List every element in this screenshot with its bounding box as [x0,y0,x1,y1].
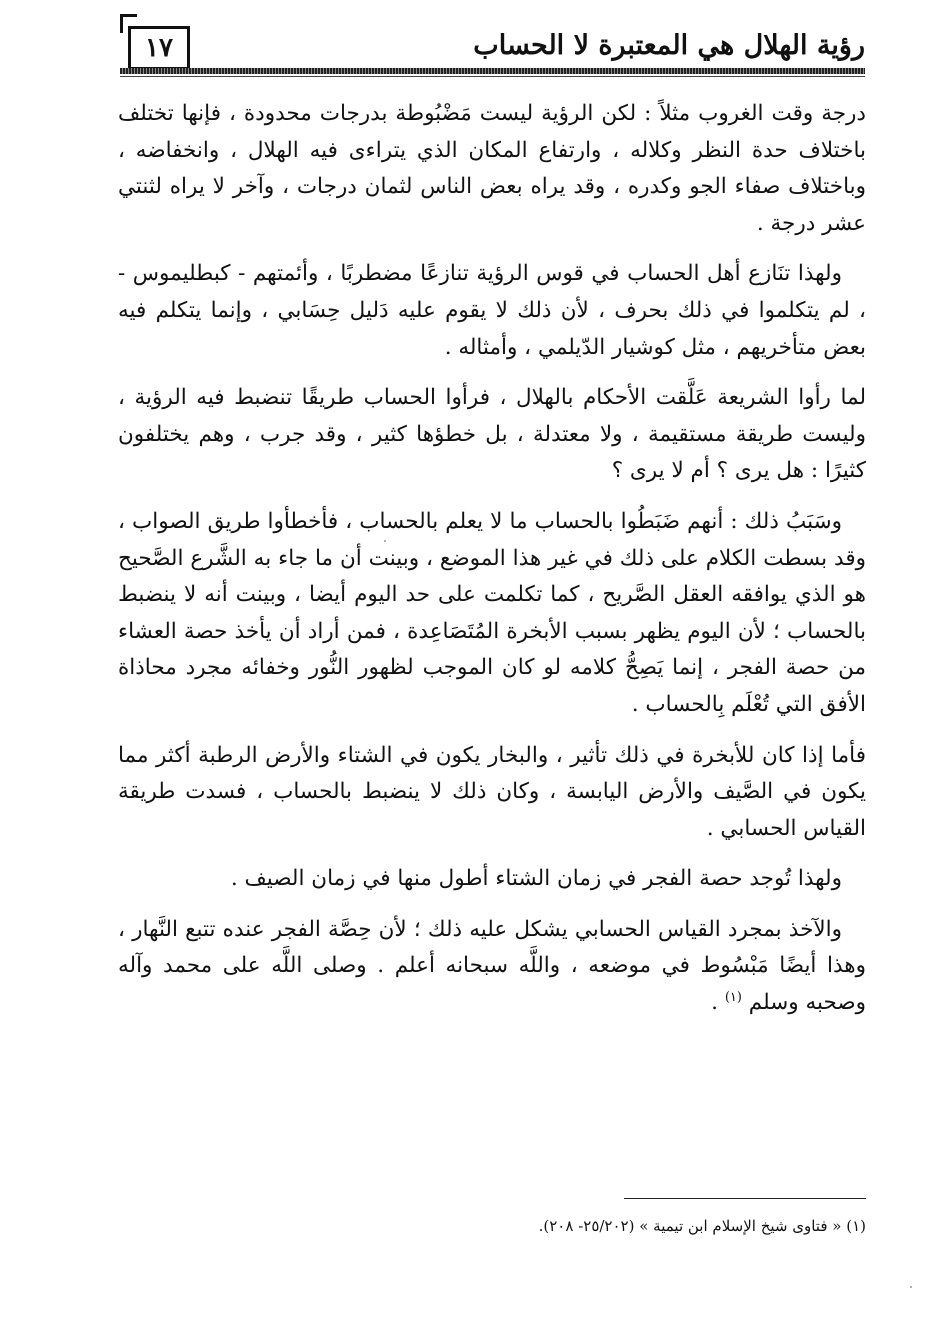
footnote-reference[interactable]: (١) [724,989,742,1005]
paragraph: فأما إذا كان للأبخرة في ذلك تأثير ، والبخار يكون في الشتاء والأرض الرطبة أكثر مما يكون في الصَّيف والأرض اليابسة ، وكان ذلك لا ينضبط بالحساب ، فسدت طريقة القياس الحسابي . [118,742,866,841]
paragraph-last: والآخذ بمجرد القياس الحسابي يشكل عليه ذلك ؛ لأن حِصَّة الفجر عنده تتبع النَّهار ، وهذا أيضًا مَبْسُوط في موضعه ، واللَّه سبحانه أعلم . وصلى اللَّه على محمد وآله وصحبه وسلم $^{(١)}$ . [118,916,866,1016]
header-rule [120,68,865,74]
paragraph: درجة وقت الغروب مثلاً : لكن الرؤية ليست مَضْبُوطة بدرجات محدودة ، فإنها تختلف باختلاف حدة النظر وكلاله ، وارتفاع المكان الذي يتراءى فيه الهلال ، وانخفاضه ، وباختلاف صفاء الجو وكدره ، وقد يراه بعض الناس لثمان درجات ، وآخر لا يراه لثنتي عشر درجة . [118,101,866,236]
header-rule-thin [120,76,865,77]
page-header [120,14,865,74]
paragraph: ولهذا تُوجد حصة الفجر في زمان الشتاء أطول منها في زمان الصيف . [230,866,842,892]
body-text [118,96,866,1036]
paragraph: لما رأوا الشريعة عَلَّقت الأحكام بالهلال ، فرأوا الحساب طريقًا تنضبط فيه الرؤية ، وليست طريقة مستقيمة ، ولا معتدلة ، بل خطؤها كثير ، وقد جرب ، وهم يختلفون كثيرًا : هل يرى ؟ أم لا يرى ؟ [118,385,866,484]
paragraph: وسَبَبُ ذلك : أنهم ضَبَطُوا بالحساب ما لا يعلم بالحساب ، فأخطأوا طريق الصواب ، وقد بسطت الكلام على ذلك في غير هذا الموضع ، وبينت أن ما جاء به الشَّرع الصَّحيح هو الذي يوافقه العقل الصَّريح ، كما تكلمت على حد اليوم أيضا ، وبينت أنه لا ينضبط بالحساب ؛ لأن اليوم يظهر بسبب الأبخرة المُتَصَاعِدة ، فمن أراد أن يأخذ حصة العشاء من حصة الفجر ، إنما يَصِحُّ كلامه لو كان الموجب لظهور النُّور وخفائه مجرد محاذاة الأفق التي تُعْلَم بِالحساب . [118,508,866,717]
footnote: (١) « فتاوى شيخ الإسلام ابن تيمية » (٢٥/٢٠٢- ٢٠٨). [538,1217,866,1235]
scan-speck [910,1286,912,1288]
running-title: رؤية الهلال هي المعتبرة لا الحساب [473,30,865,61]
scan-speck [384,540,386,542]
paragraph-text: والآخذ بمجرد القياس الحسابي يشكل عليه ذلك ؛ لأن حِصَّة الفجر عنده تتبع النَّهار ، وهذا أيضًا مَبْسُوط في موضعه ، واللَّه سبحانه أعلم . وصلى اللَّه على محمد وآله وصحبه وسلم [118,916,866,1016]
page-number: ١٧ [128,26,190,70]
paragraph: ولهذا تنَازع أهل الحساب في قوس الرؤية تنازعًا مضطربًا ، وأئمتهم - كبطليموس - ، لم يتكلموا في ذلك بحرف ، لأن ذلك لا يقوم عليه دَليل حِسَابي ، وإنما يتكلم فيه بعض متأخريهم ، مثل كوشيار الدّيلمي ، وأمثاله . [118,261,866,360]
footnote-rule [624,1198,866,1199]
